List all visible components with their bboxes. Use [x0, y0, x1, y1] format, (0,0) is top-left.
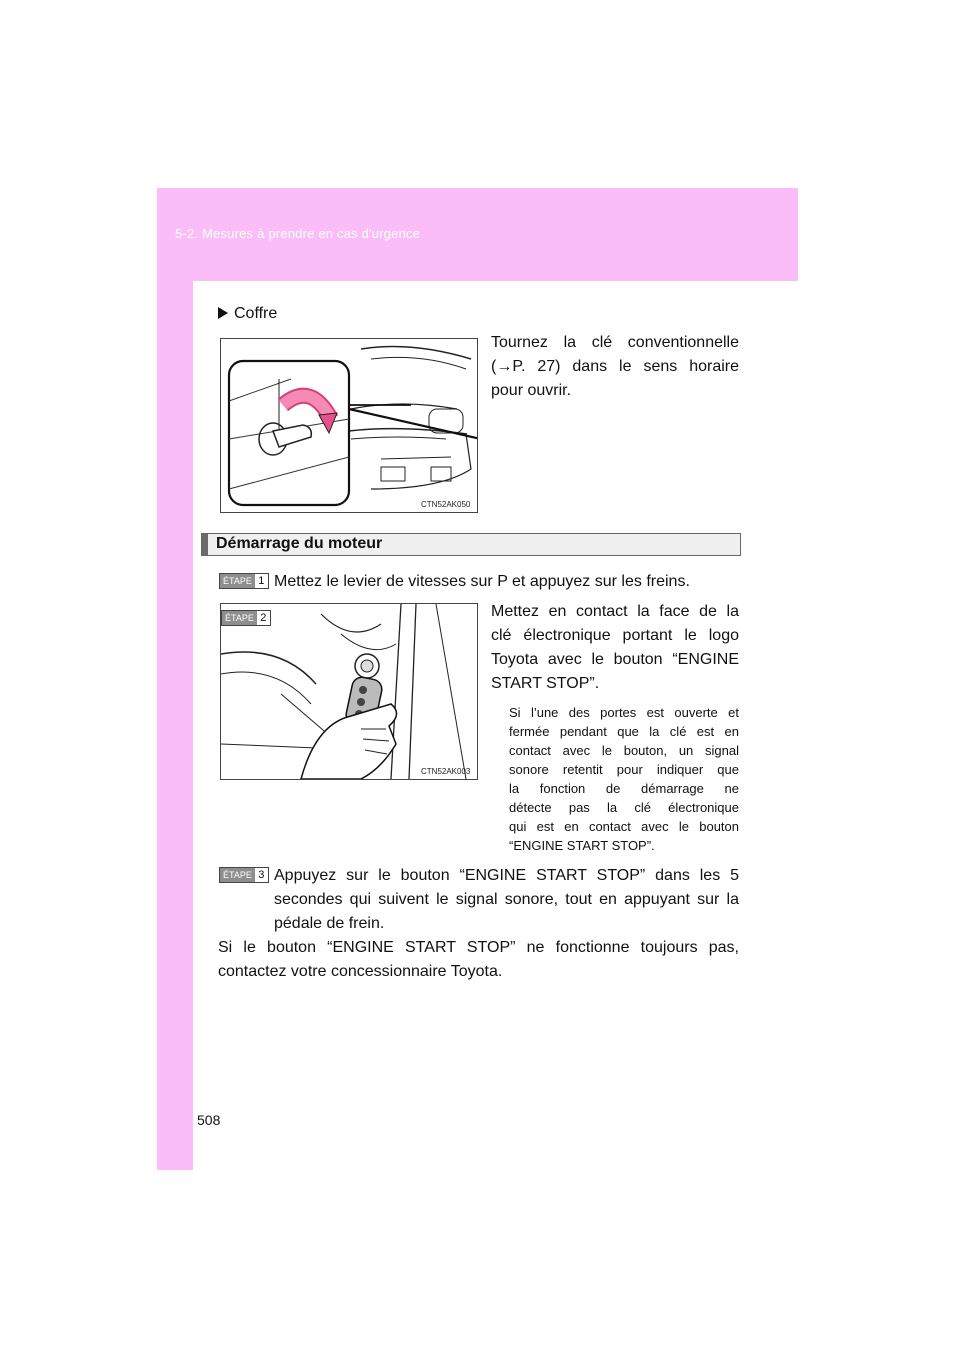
- coffre-line-1: Tournez la clé conventionnelle: [491, 334, 739, 351]
- section-heading-bar: [201, 533, 741, 556]
- side-strip: [157, 188, 193, 1170]
- coffre-line-3: pour ouvrir.: [491, 382, 572, 399]
- start-button-illustration: [220, 603, 478, 780]
- coffre-label: Coffre: [234, 305, 278, 322]
- step-2-line-2: clé électronique portant le logo: [491, 627, 739, 644]
- coffre-heading: [218, 305, 277, 323]
- step-3-line-2: secondes qui suivent le signal sonore, tout en appuyant sur la: [274, 891, 739, 908]
- note-line-5: la fonction de démarrage ne: [509, 781, 739, 796]
- closing-line-2: contactez votre concessionnaire Toyota.: [218, 963, 503, 980]
- step-3-line-1: Appuyez sur le bouton “ENGINE START STOP” dans les 5: [274, 867, 739, 884]
- key-fob-drawing: [221, 604, 477, 779]
- trunk-key-drawing: [221, 339, 477, 512]
- step-3-line-3: pédale de frein.: [274, 915, 385, 932]
- figure-code: CTN52AK003: [421, 767, 471, 776]
- step-2-line-3: Toyota avec le bouton “ENGINE: [491, 651, 739, 668]
- note-line-2: fermée pendant que la clé est en: [509, 724, 739, 739]
- section-marker: [202, 534, 208, 555]
- step-2-badge: [221, 610, 271, 626]
- step-label: ÉTAPE: [220, 868, 255, 882]
- note-line-6: détecte pas la clé électronique: [509, 800, 739, 815]
- step-number: 3: [255, 868, 268, 882]
- step-1-badge: [219, 573, 269, 589]
- step-3-badge: [219, 867, 269, 883]
- note-line-7: qui est en contact avec le bouton: [509, 819, 739, 834]
- coffre-line-2: (→P. 27) dans le sens horaire: [491, 358, 739, 375]
- step-number: 2: [257, 611, 270, 625]
- step-label: ÉTAPE: [220, 574, 255, 588]
- page-number: 508: [197, 1112, 221, 1128]
- note-line-1: Si l’une des portes est ouverte et: [509, 705, 739, 720]
- step-2-line-1: Mettez en contact la face de la: [491, 603, 739, 620]
- step-2-line-4: START STOP”.: [491, 675, 600, 692]
- figure-code: CTN52AK050: [421, 500, 471, 509]
- triangle-bullet-icon: [218, 307, 228, 319]
- section-title: Démarrage du moteur: [216, 535, 383, 552]
- closing-line-1: Si le bouton “ENGINE START STOP” ne fonctionne toujours pas,: [218, 939, 739, 956]
- note-line-3: contact avec le bouton, un signal: [509, 743, 739, 758]
- step-number: 1: [255, 574, 268, 588]
- section-header: 5-2. Mesures à prendre en cas d'urgence: [175, 226, 421, 241]
- note-line-8: “ENGINE START STOP”.: [509, 838, 655, 853]
- step-1-text: Mettez le levier de vitesses sur P et appuyez sur les freins.: [274, 573, 690, 590]
- step-label: ÉTAPE: [222, 611, 257, 625]
- trunk-illustration: [220, 338, 478, 513]
- note-line-4: sonore retentit pour indiquer que: [509, 762, 739, 777]
